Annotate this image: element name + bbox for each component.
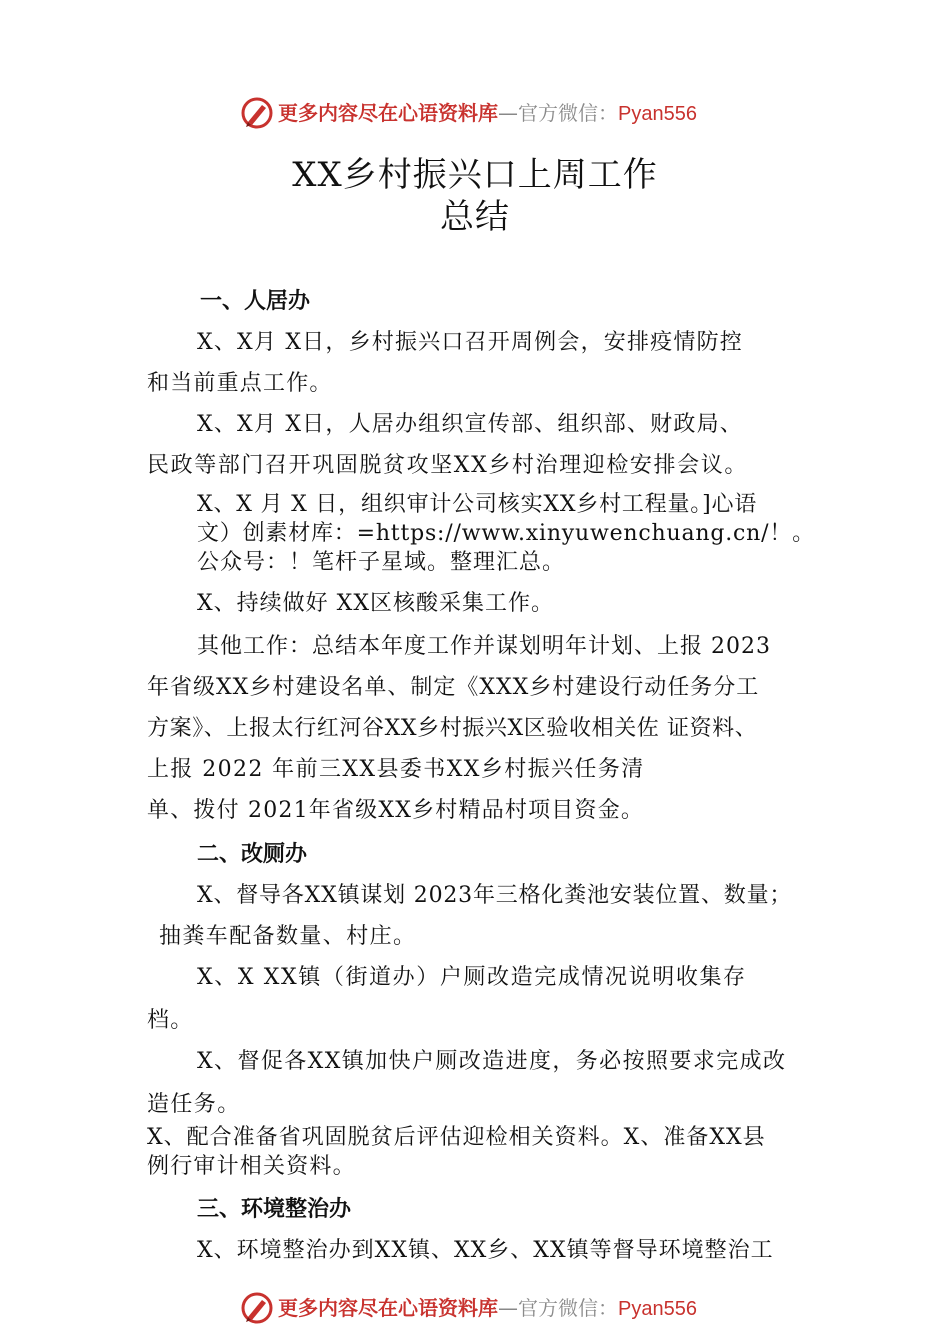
paragraph-line: X、X月 X日，人居办组织宣传部、组织部、财政局、 [197,412,743,437]
paragraph-line: X、X 月 X 日，组织审计公司核实XX乡村工程量。]心语 [197,492,758,517]
section-heading: 二、改厕办 [197,842,308,867]
pen-logo-icon [240,1291,274,1325]
paragraph-line: 例行审计相关资料。 [147,1154,356,1179]
watermark-middle-text: 官方微信： [518,1296,618,1320]
paragraph-line: 年省级XX乡村建设名单、制定《XXX乡村建设行动任务分工 [147,675,760,700]
paragraph-line: 其他工作：总结本年度工作并谋划明年计划、上报 2023 [197,634,771,659]
watermark-dash: — [498,1296,518,1320]
section-heading: 三、环境整治办 [197,1197,352,1222]
paragraph-line: 上报 2022 年前三XX县委书XX乡村振兴任务清 [147,757,645,782]
paragraph-line: 抽粪车配备数量、村庄。 [159,924,417,949]
paragraph-line: 单、拨付 2021年省级XX乡村精品村项目资金。 [147,798,645,823]
watermark-id: Pyan556 [618,103,697,125]
paragraph-line: 造任务。 [147,1092,241,1117]
paragraph-line: X、督导各XX镇谋划 2023年三格化粪池安装位置、数量； [197,883,793,908]
paragraph-line: 和当前重点工作。 [147,371,333,396]
section-heading: 一、人居办 [200,289,311,314]
pen-logo-icon [240,96,274,130]
paragraph-line: 民政等部门召开巩固脱贫攻坚XX乡村治理迎检安排会议。 [147,453,748,478]
document-title-line1: XX乡村振兴口上周工作 [292,155,658,195]
paragraph-line: 文）创素材库：=https://www.xinyuwenchuang.cn/！。 [197,521,815,546]
watermark-id: Pyan556 [618,1298,697,1320]
watermark-left-text: 更多内容尽在心语资料库 [278,101,498,125]
watermark-text [278,99,697,128]
document-title-line2: 总结 [440,197,510,237]
paragraph-line: X、X XX镇（街道办）户厕改造完成情况说明收集存 [197,965,747,990]
paragraph-line: X、督促各XX镇加快户厕改造进度，务必按照要求完成改 [197,1049,787,1074]
watermark-left-text: 更多内容尽在心语资料库 [278,1296,498,1320]
paragraph-line: X、环境整治办到XX镇、XX乡、XX镇等督导环境整治工 [197,1238,774,1263]
watermark-middle-text: 官方微信： [518,101,618,125]
watermark-text [278,1294,697,1323]
paragraph-line: 方案》、上报太行红河谷XX乡村振兴X区验收相关佐 证资料、 [147,716,758,741]
paragraph-line: 档。 [147,1008,194,1033]
watermark-banner-bottom [0,1289,950,1329]
paragraph-line: 公众号：！笔杆子星域。整理汇总。 [197,550,566,575]
paragraph-line: X、配合准备省巩固脱贫后评估迎检相关资料。X、准备XX县 [147,1125,766,1150]
watermark-banner-top [0,94,950,134]
paragraph-line: X、持续做好 XX区核酸采集工作。 [197,591,554,616]
paragraph-line: X、X月 X日，乡村振兴口召开周例会，安排疫情防控 [197,330,743,355]
watermark-dash: — [498,101,518,125]
